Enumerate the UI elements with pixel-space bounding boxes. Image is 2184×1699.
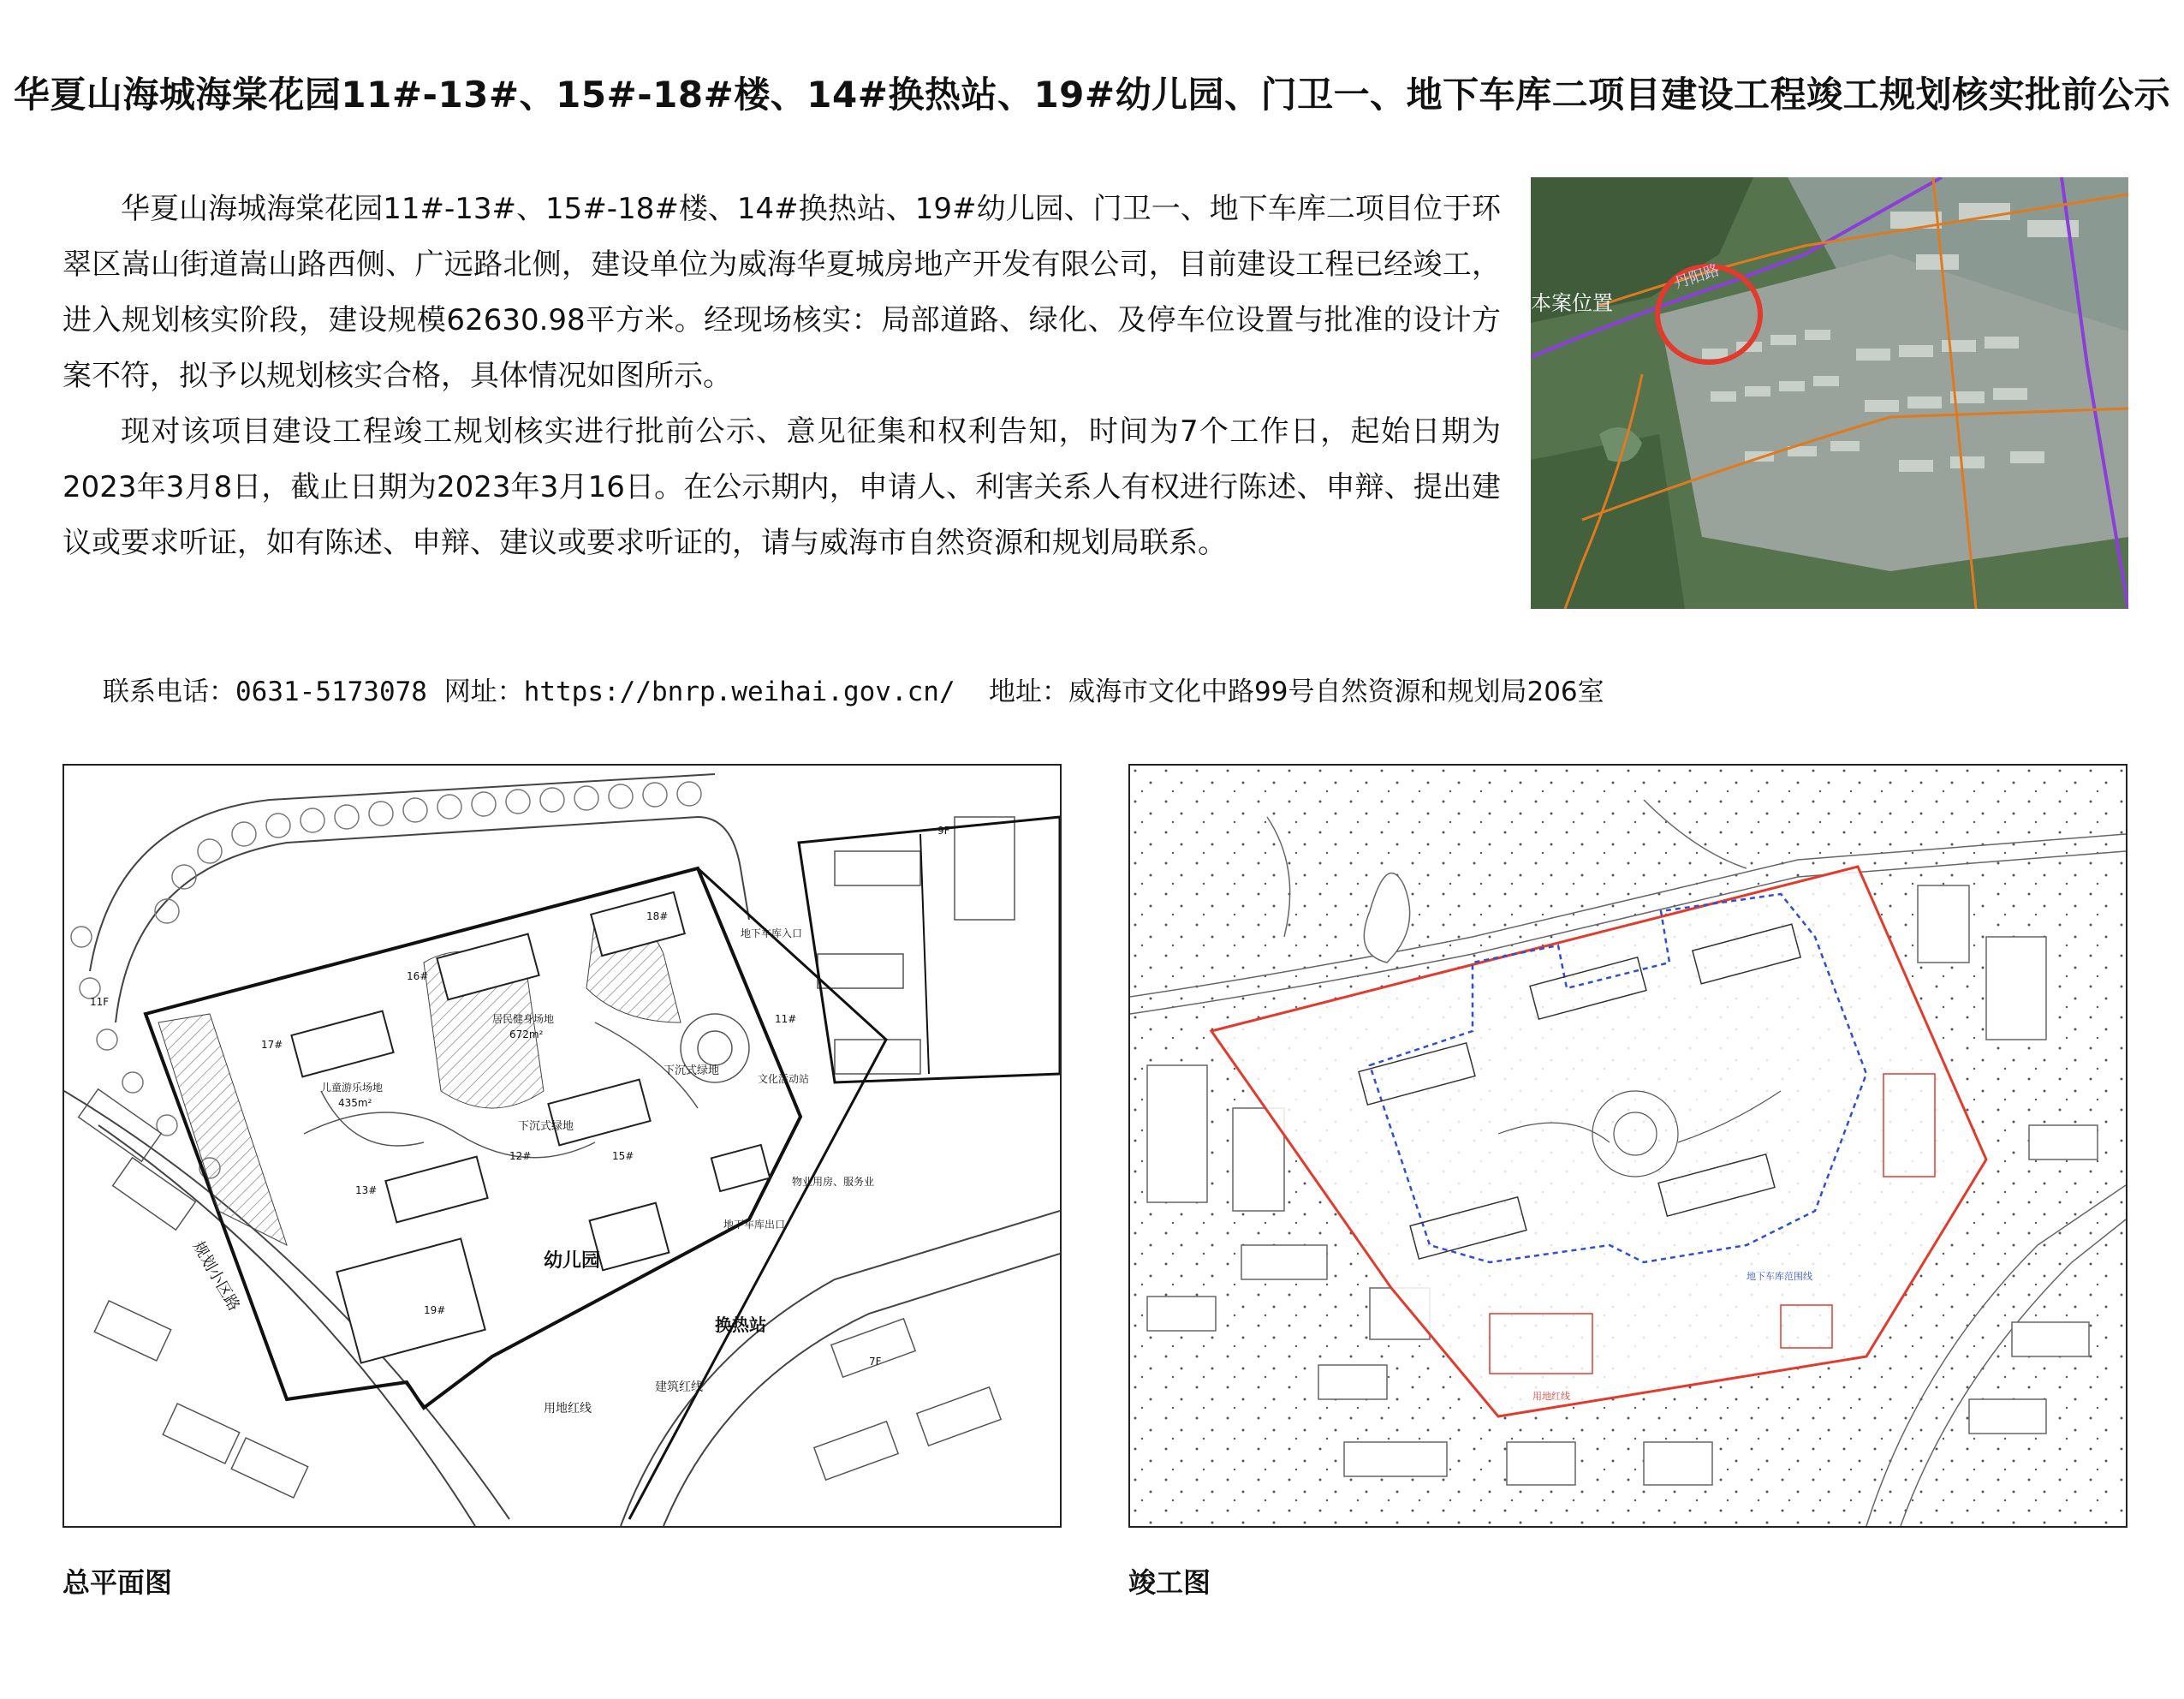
site-plan-drawing — [62, 764, 1062, 1528]
construction-line — [629, 868, 886, 1519]
website-link[interactable]: https://bnrp.weihai.gov.cn/ — [523, 677, 955, 707]
garage-entry-label: 地下车库入口 — [741, 927, 803, 939]
land-line-label: 用地红线 — [544, 1402, 592, 1416]
floors-9f-label: 9F — [937, 825, 950, 837]
hill-forest-sw — [1531, 434, 1685, 609]
building-15-label: 15# — [612, 1150, 634, 1162]
fitness-area: 672m² — [509, 1028, 544, 1040]
website-label: 网址： — [443, 677, 524, 707]
kids-play-label: 儿童游乐场地 — [321, 1082, 384, 1094]
phone-label: 联系电话： — [103, 677, 235, 707]
announcement-text — [62, 182, 1501, 571]
floors-7f-label: 7F — [869, 1356, 882, 1368]
page-title: 华夏山海城海棠花园11#-13#、15#-18#楼、14#换热站、19#幼儿园、门卫一、地下车库二项目建设工程竣工规划核实批前公示 — [13, 74, 2171, 116]
building-11-label: 11# — [775, 1013, 797, 1025]
building-16-label: 16# — [407, 970, 429, 982]
address-label: 地址： — [989, 677, 1069, 707]
site-plan-svg — [64, 766, 1060, 1526]
heat-station-label: 换热站 — [715, 1314, 766, 1335]
sunken-green-label-1: 下沉式绿地 — [518, 1120, 574, 1133]
satellite-map — [1531, 177, 2128, 609]
building-18-label: 18# — [646, 910, 669, 922]
kindergarten-label: 幼儿园 — [544, 1250, 601, 1272]
satellite-map-svg — [1531, 177, 2128, 609]
garage-range-label: 地下车库范围线 — [1747, 1271, 1812, 1282]
contact-line — [103, 670, 1604, 708]
paragraph-project: 华夏山海城海棠花园11#-13#、15#-18#楼、14#换热站、19#幼儿园、门卫一、地下车库二项目位于环翠区嵩山街道嵩山路西侧、广远路北侧，建设单位为威海华夏城房地产开发有限公司，目前建设工程已经竣工，进入规划核实阶段，建设规模62630.98平方米。经现场核实：局部道路、绿化、及停车位设置与批准的设计方案不符，拟予以规划核实合格，具体情况如图所示。 — [62, 192, 1501, 393]
road-label: 规划小区路 — [188, 1238, 243, 1314]
as-built-drawing — [1128, 764, 2127, 1528]
building-19-label: 19# — [424, 1304, 446, 1316]
service-label: 物业用房、服务业 — [792, 1176, 875, 1188]
location-label: 本案位置 — [1531, 291, 1613, 315]
east-parcel — [799, 817, 1060, 1082]
sunken-green-label-2: 下沉式绿地 — [664, 1064, 720, 1077]
floors-11f-label: 11F — [90, 996, 110, 1008]
building-17-label: 17# — [261, 1039, 283, 1051]
build-line-label: 建筑红线 — [655, 1380, 703, 1394]
fitness-label: 居民健身场地 — [492, 1013, 555, 1025]
road-label: 丹阳路 — [1672, 261, 1722, 293]
as-built-caption: 竣工图 — [1128, 1566, 1211, 1599]
building-12-label: 12# — [509, 1150, 532, 1162]
building-13-label: 13# — [355, 1184, 378, 1196]
kids-area: 435m² — [338, 1097, 372, 1109]
as-built-land-line-label: 用地红线 — [1532, 1391, 1570, 1402]
garage-exit-label: 地下车库出口 — [723, 1219, 786, 1231]
east-parcel-divider — [920, 834, 929, 1074]
culture-label: 文化活动站 — [758, 1073, 810, 1085]
address-value: 威海市文化中路99号自然资源和规划局206室 — [1068, 677, 1604, 707]
site-plan-caption: 总平面图 — [62, 1566, 173, 1599]
paragraph-notice: 现对该项目建设工程竣工规划核实进行批前公示、意见征集和权利告知，时间为7个工作日，起始日期为2023年3月8日，截止日期为2023年3月16日。在公示期内，申请人、利害关系人有权进行陈述、申辩、提出建议或要求听证，如有陈述、申辩、建议或要求听证的，请与威海市自然资源和规划局联系。 — [62, 414, 1501, 560]
as-built-svg — [1130, 766, 2126, 1526]
phone-number: 0631-5173078 — [235, 677, 427, 707]
